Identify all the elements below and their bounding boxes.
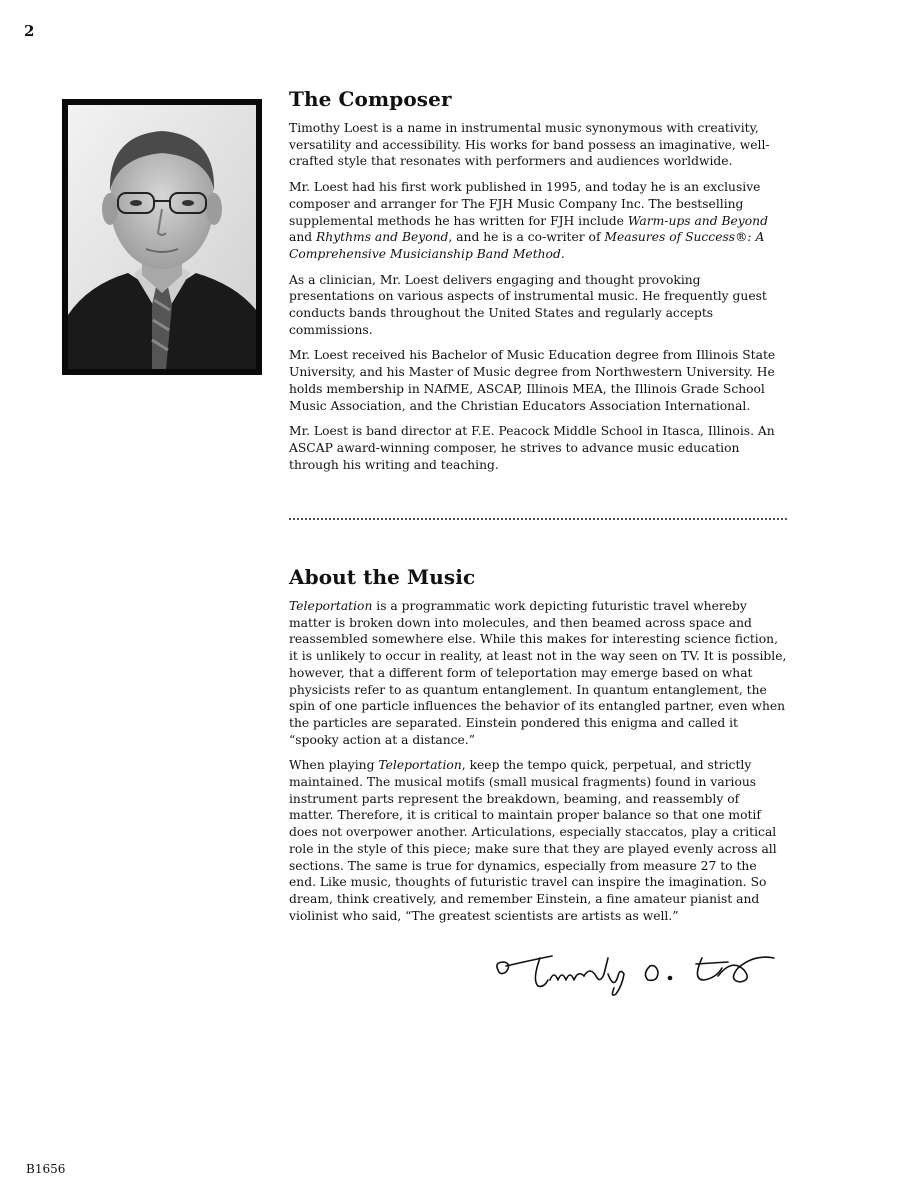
paragraph [289,757,787,924]
composer-section [289,87,787,482]
paragraph [289,598,787,748]
composer-paragraphs [289,120,787,473]
text-segment: Mr. Loest had his first work published in 1995, and today he is an exclusive composer and arranger for The FJH Music Company Inc. The bestselling supplemental methods he has written for FJH include [289,180,761,228]
text-segment: . [560,246,565,261]
text-segment: and [289,230,317,245]
composer-signature [492,940,782,1000]
italic-title: Teleportation [378,758,462,773]
italic-title: Measures of Success®: A Comprehensive Musicianship Band Method [289,230,765,261]
paragraph [289,347,787,414]
signature-image [492,940,782,1000]
text-segment: Timothy Loest is a name in instrumental music synonymous with creativity, versatility and accessibility. His works for band possess an imaginative, well-crafted style that resonates with performers and audiences worldwide. [289,121,770,169]
music-heading: About the Music [289,565,476,589]
italic-title: Teleportation [289,599,373,613]
page-number: 2 [24,22,35,40]
music-section [289,565,787,933]
text-segment: As a clinician, Mr. Loest delivers engaging and thought provoking presentations on various aspects of instrumental music. He frequently guest conducts bands throughout the United States and regularly accepts commissions. [289,272,767,337]
section-divider [289,518,787,520]
paragraph [289,272,787,339]
composer-portrait-image [68,105,256,369]
composer-heading: The Composer [289,87,452,111]
music-paragraphs [289,598,787,924]
text-segment: Mr. Loest received his Bachelor of Music Education degree from Illinois State University, and his Master of Music degree from Northwestern University. He holds membership in NAfME, ASCAP, Illinois MEA, the Illinois Grade School Music Association, and the Christian Educators Association International. [289,348,776,413]
italic-title: Rhythms and Beyond [316,230,449,245]
italic-title: Warm-ups and Beyond [627,213,768,228]
text-segment: , keep the tempo quick, perpetual, and strictly maintained. The musical motifs (small musical fragments) found in various instrument parts represent the breakdown, beaming, and reassembly of matter. Therefore, it is critical to maintain proper balance so that one motif does not overpower another. Articulations, especially staccatos, play a critical role in the style of this piece; make sure that they are played evenly across all sections. The same is true for dynamics, especially from measure 27 to the end. Like music, thoughts of futuristic travel can inspire the imagination. So dream, think creatively, and remember Einstein, a fine amateur pianist and violinist who said, “The greatest scientists are artists as well.” [289,758,777,923]
paragraph [289,120,787,170]
text-segment: Mr. Loest is band director at F.E. Peacock Middle School in Itasca, Illinois. An ASCAP award-winning composer, he strives to advance music education through his writing and teaching. [289,424,775,472]
text-segment: When playing [289,758,379,773]
paragraph [289,423,787,473]
text-segment: is a programmatic work depicting futuristic travel whereby matter is broken down into molecules, and then beamed across space and reassembled somewhere else. While this makes for interesting science fiction, it is unlikely to occur in reality, at least not in the way seen on TV. It is possible, however, that a different form of teleportation may emerge based on what physicists refer to as quantum entanglement. In quantum entanglement, the spin of one particle influences the behavior of its entangled partner, even when the particles are separated. Einstein pondered this enigma and called it “spooky action at a distance.” [289,599,787,747]
composer-photo [62,99,262,375]
catalog-code: B1656 [26,1162,66,1176]
paragraph [289,179,787,263]
text-segment: , and he is a co-writer of [448,230,605,245]
